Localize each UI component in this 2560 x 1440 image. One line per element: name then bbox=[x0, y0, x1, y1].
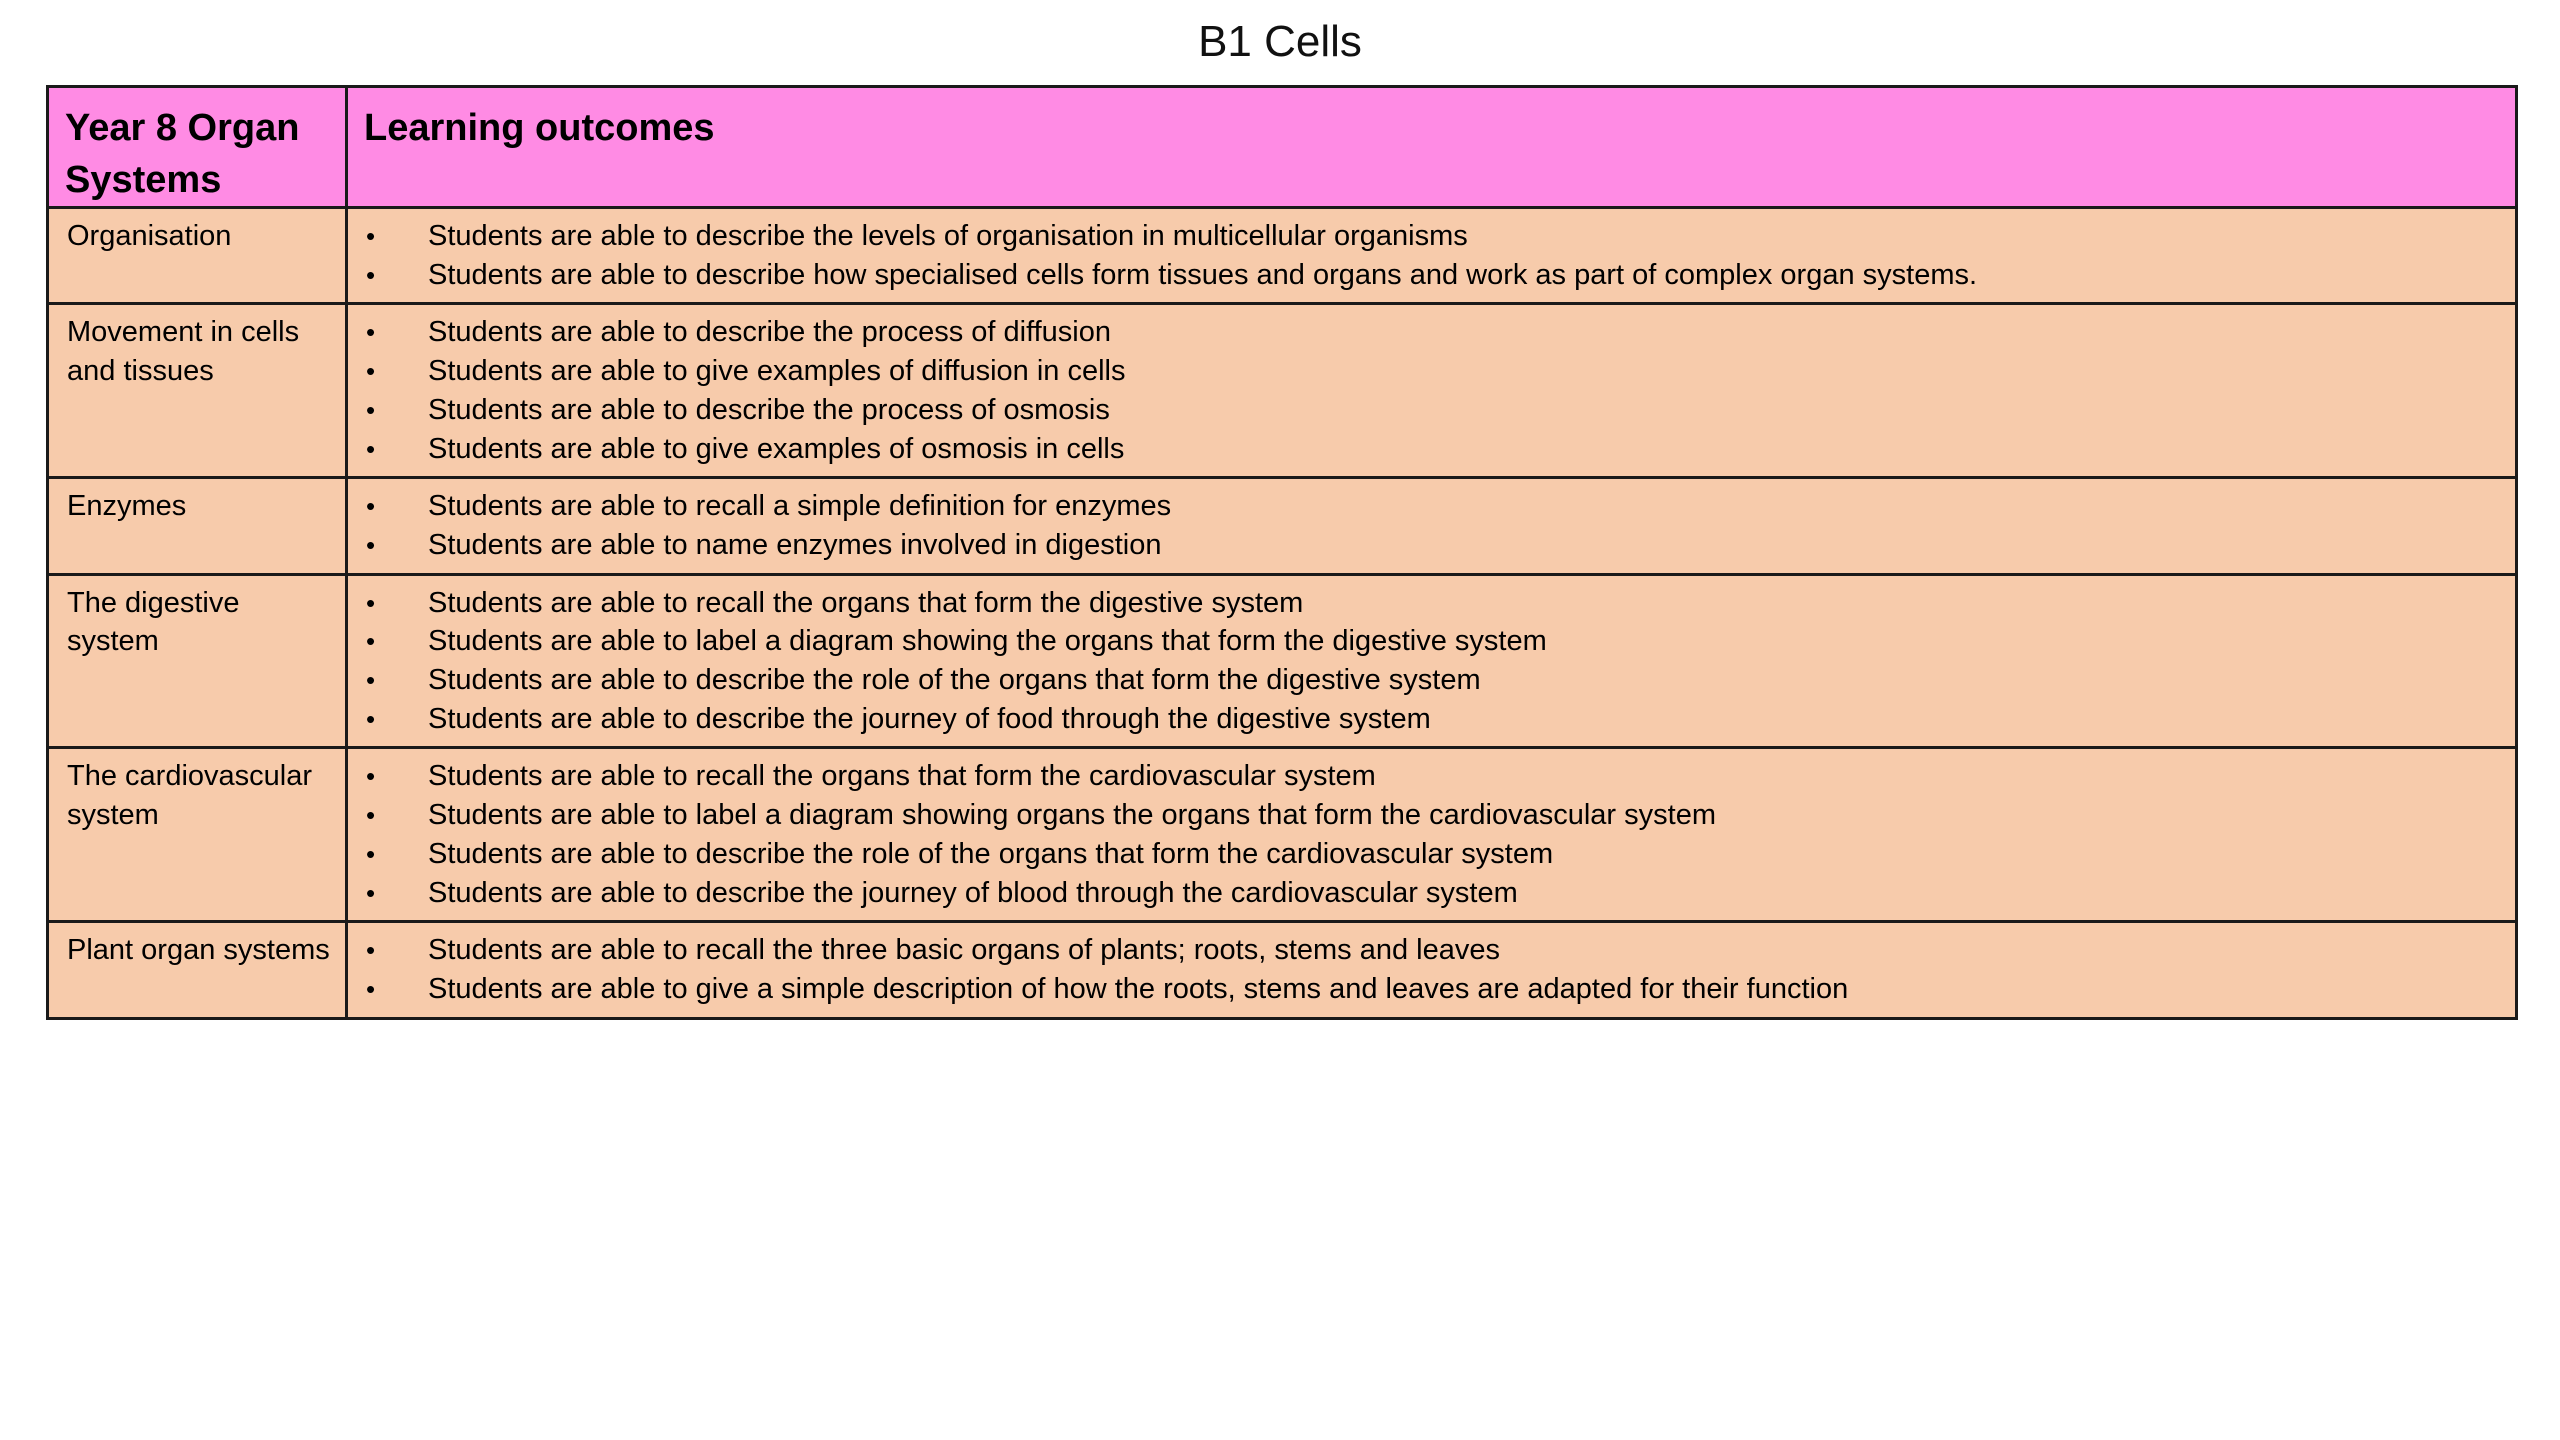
learning-outcomes-table bbox=[46, 85, 2518, 1020]
page-title: B1 Cells bbox=[1198, 17, 1362, 66]
outcomes-list bbox=[366, 487, 2499, 564]
outcomes-list bbox=[366, 931, 2499, 1008]
outcomes-cell bbox=[347, 208, 2517, 304]
outcome-item: • Students are able to label a diagram showing organs the organs that form the cardiovascular system bbox=[366, 796, 2499, 835]
outcome-item: • Students are able to describe the journey of food through the digestive system bbox=[366, 700, 2499, 739]
table-header-row bbox=[48, 87, 2517, 208]
table-row bbox=[48, 208, 2517, 304]
outcome-item: • Students are able to describe the levels of organisation in multicellular organisms bbox=[366, 217, 2499, 256]
outcome-item: • Students are able to describe the process of osmosis bbox=[366, 391, 2499, 430]
table-row bbox=[48, 574, 2517, 748]
outcome-item: • Students are able to describe the role of the organs that form the digestive system bbox=[366, 661, 2499, 700]
table-row bbox=[48, 304, 2517, 478]
table-row bbox=[48, 478, 2517, 574]
outcome-item: • Students are able to give examples of osmosis in cells bbox=[366, 430, 2499, 469]
table-row bbox=[48, 922, 2517, 1018]
outcomes-cell bbox=[347, 478, 2517, 574]
outcomes-cell bbox=[347, 922, 2517, 1018]
outcome-item: • Students are able to give examples of diffusion in cells bbox=[366, 352, 2499, 391]
outcomes-list bbox=[366, 584, 2499, 739]
outcome-item: • Students are able to name enzymes involved in digestion bbox=[366, 526, 2499, 565]
topic-cell: Organisation bbox=[48, 208, 347, 304]
outcome-item: • Students are able to describe the process of diffusion bbox=[366, 313, 2499, 352]
outcome-item: • Students are able to describe the journey of blood through the cardiovascular system bbox=[366, 874, 2499, 913]
topic-cell: Movement in cells and tissues bbox=[48, 304, 347, 478]
outcomes-list bbox=[366, 757, 2499, 912]
table-row bbox=[48, 748, 2517, 922]
outcomes-cell bbox=[347, 304, 2517, 478]
header-topic: Year 8 Organ Systems bbox=[48, 87, 347, 208]
outcome-item: • Students are able to recall the organs that form the cardiovascular system bbox=[366, 757, 2499, 796]
outcome-item: • Students are able to recall the organs that form the digestive system bbox=[366, 584, 2499, 623]
outcome-item: • Students are able to give a simple description of how the roots, stems and leaves are adapted for their function bbox=[366, 970, 2499, 1009]
topic-cell: Plant organ systems bbox=[48, 922, 347, 1018]
outcomes-cell bbox=[347, 574, 2517, 748]
topic-cell: Enzymes bbox=[48, 478, 347, 574]
outcome-item: • Students are able to recall a simple definition for enzymes bbox=[366, 487, 2499, 526]
header-outcomes: Learning outcomes bbox=[347, 87, 2517, 208]
outcome-item: • Students are able to describe how specialised cells form tissues and organs and work as part of complex organ systems. bbox=[366, 256, 2499, 295]
outcome-item: • Students are able to describe the role of the organs that form the cardiovascular system bbox=[366, 835, 2499, 874]
topic-cell: The digestive system bbox=[48, 574, 347, 748]
outcome-item: • Students are able to recall the three basic organs of plants; roots, stems and leaves bbox=[366, 931, 2499, 970]
outcomes-cell bbox=[347, 748, 2517, 922]
outcomes-list bbox=[366, 217, 2499, 294]
table-body bbox=[48, 208, 2517, 1019]
topic-cell: The cardiovascular system bbox=[48, 748, 347, 922]
outcomes-list bbox=[366, 313, 2499, 468]
outcome-item: • Students are able to label a diagram showing the organs that form the digestive system bbox=[366, 622, 2499, 661]
